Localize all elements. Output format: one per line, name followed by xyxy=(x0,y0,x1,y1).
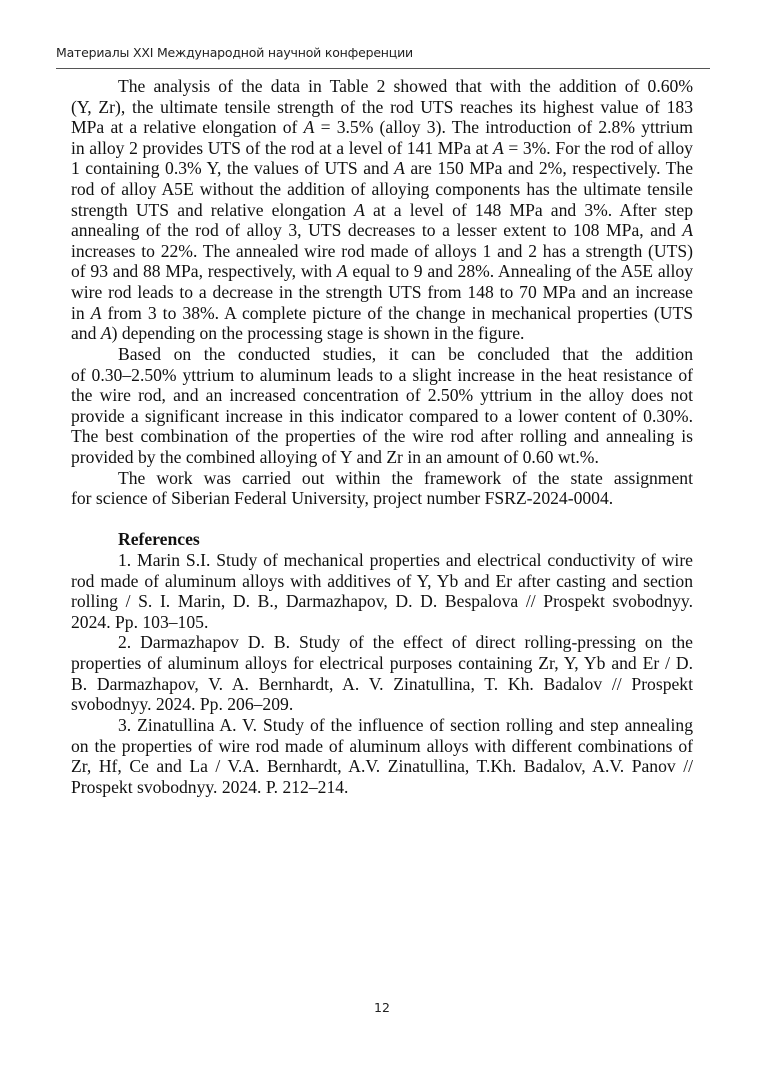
reference-item xyxy=(71,550,693,632)
text-line: and A) depending on the processing stage is shown in the figure. xyxy=(71,323,525,344)
paragraph xyxy=(71,468,693,509)
italic-symbol: A xyxy=(90,302,102,323)
paragraph xyxy=(71,344,693,468)
text-line: 3. Zinatullina A. V. Study of the influence of section rolling and step annealing xyxy=(118,714,693,735)
italic-symbol: A xyxy=(394,158,405,179)
body-paragraphs xyxy=(71,76,693,509)
italic-symbol: A xyxy=(303,117,315,138)
text-line: annealing of the rod of alloy 3, UTS decreases to a lesser extent to 108 MPa, and A xyxy=(71,220,693,241)
reference-item xyxy=(71,632,693,714)
text-line: svobodnyy. 2024. Pp. 206–209. xyxy=(71,694,294,715)
italic-symbol: A xyxy=(336,261,348,282)
header-divider xyxy=(56,68,710,69)
spacer xyxy=(71,509,693,530)
text-line: in A from 3 to 38%. A complete picture of the change in mechanical properties (UTS xyxy=(71,302,693,323)
text-line: B. Darmazhapov, V. A. Bernhardt, A. V. Zinatullina, T. Kh. Badalov // Prospekt xyxy=(71,673,693,694)
text-line: wire rod leads to a decrease in the strength UTS from 148 to 70 MPa and an increase xyxy=(71,282,693,303)
text-line: in alloy 2 provides UTS of the rod at a level of 141 MPa at A = 3%. For the rod of alloy xyxy=(71,137,693,158)
text-line: on the properties of wire rod made of aluminum alloys with different combinations of xyxy=(71,735,693,756)
italic-symbol: A xyxy=(354,199,365,220)
italic-symbol: A xyxy=(100,323,112,344)
text-line: (Y, Zr), the ultimate tensile strength of the rod UTS reaches its highest value of 183 xyxy=(71,96,693,117)
text-line: for science of Siberian Federal University, project number FSRZ-2024-0004. xyxy=(71,488,614,509)
text-line: 1 containing 0.3% Y, the values of UTS and A are 150 MPa and 2%, respectively. The xyxy=(71,158,694,179)
reference-item xyxy=(71,715,693,797)
text-line: provide a significant increase in this indicator compared to a lower content of 0.30%. xyxy=(71,405,693,426)
text-line: rod made of aluminum alloys with additives of Y, Yb and Er after casting and section xyxy=(71,570,693,591)
text-line: 2. Darmazhapov D. B. Study of the effect of direct rolling-pressing on the xyxy=(118,632,693,653)
text-line: The best combination of the properties of the wire rod after rolling and annealing is xyxy=(71,426,693,447)
text-line: provided by the combined alloying of Y and Zr in an amount of 0.60 wt.%. xyxy=(71,446,599,467)
text-line: Prospekt svobodnyy. 2024. P. 212–214. xyxy=(71,776,349,797)
text-line: 2024. Pp. 103–105. xyxy=(71,611,209,632)
text-line: strength UTS and relative elongation A at a level of 148 MPa and 3%. After step xyxy=(71,199,693,220)
text-line: of 0.30–2.50% yttrium to aluminum leads to a slight increase in the heat resistance of xyxy=(71,364,693,385)
text-line: MPa at a relative elongation of A = 3.5% (alloy 3). The introduction of 2.8% yttrium xyxy=(71,117,693,138)
text-line: increases to 22%. The annealed wire rod made of alloys 1 and 2 has a strength (UTS) xyxy=(71,240,693,261)
references-list xyxy=(71,550,693,797)
text-line: the wire rod, and an increased concentration of 2.50% yttrium in the alloy does not xyxy=(71,385,693,406)
text-line: 1. Marin S.I. Study of mechanical properties and electrical conductivity of wire xyxy=(118,550,693,571)
text-line: The analysis of the data in Table 2 showed that with the addition of 0.60% xyxy=(118,76,693,96)
references-heading: References xyxy=(118,529,200,550)
text-line: rod of alloy A5E without the addition of alloying components has the ultimate tensile xyxy=(71,179,693,200)
text-line: rolling / S. I. Marin, D. B., Darmazhapov, D. D. Bespalova // Prospekt svobodnyy. xyxy=(71,591,693,612)
text-line: Based on the conducted studies, it can be concluded that the addition xyxy=(118,343,693,364)
italic-symbol: A xyxy=(682,220,693,241)
italic-symbol: A xyxy=(492,137,504,158)
text-line: Zr, Hf, Ce and La / V.A. Bernhardt, A.V. Zinatullina, T.Kh. Badalov, A.V. Panov // xyxy=(71,756,693,777)
page-number: 12 xyxy=(374,1000,390,1015)
text-line: of 93 and 88 MPa, respectively, with A equal to 9 and 28%. Annealing of the A5E alloy xyxy=(71,261,694,282)
running-header: Материалы XXI Международной научной конференции xyxy=(56,45,413,60)
text-line: The work was carried out within the framework of the state assignment xyxy=(118,467,693,488)
paragraph xyxy=(71,76,693,344)
document-body xyxy=(71,76,693,797)
text-line: properties of aluminum alloys for electrical purposes containing Zr, Y, Yb and Er / D. xyxy=(71,653,693,674)
